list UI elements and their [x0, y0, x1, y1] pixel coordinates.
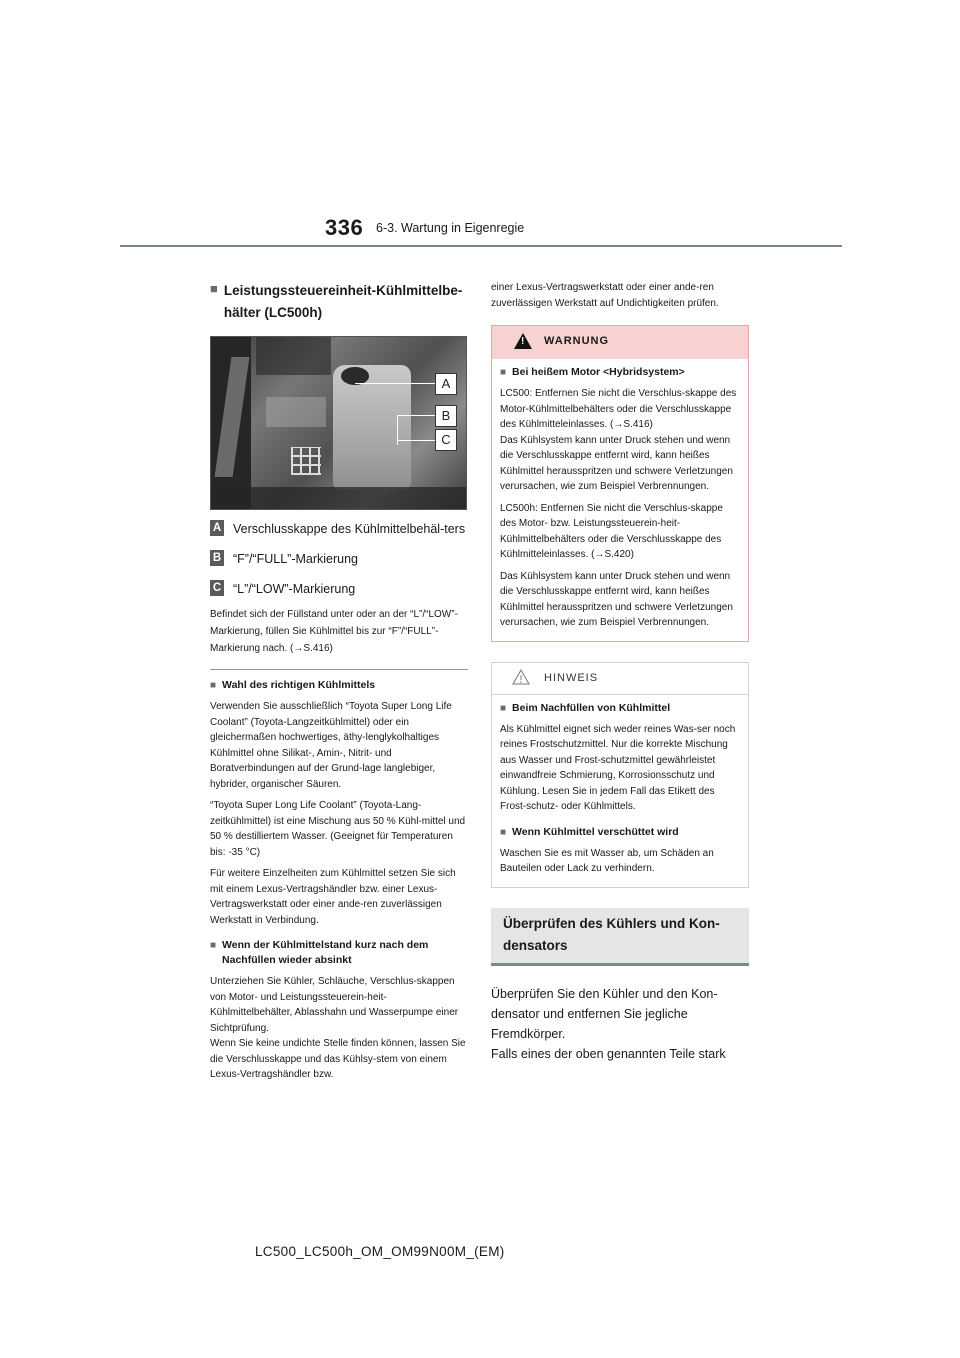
right-column	[491, 280, 749, 1064]
label-text-a: Verschlusskappe des Kühlmittelbehäl-ters	[233, 522, 466, 536]
square-bullet-icon: ■	[500, 367, 507, 378]
notice-title: HINWEIS	[544, 671, 599, 684]
fill-level-note: Befindet sich der Füllstand unter oder an der “L”/“LOW”-Markierung, füllen Sie Kühlmittel bis zur “F”/“FULL”-Markierung nach. (→S.416)	[210, 609, 458, 654]
paragraph: Das Kühlsystem kann unter Druck stehen und wenn die Verschlusskappe entfernt wird, kann heißes Kühlmittel herausspritzen und schwere Verletzungen verursachen, wie zum Beispiel Verbrennungen.	[500, 570, 733, 628]
photo-dark-area	[256, 337, 331, 375]
paragraph: Unterziehen Sie Kühler, Schläuche, Verschlus-skappen von Motor- und Leistungssteuerein-heit-Kühlmittelbehälter, Ablasshahn und Wasserpumpe einer Sichtprüfung.	[210, 976, 459, 1034]
sub-heading-level-drop	[210, 938, 468, 968]
section-title: 6-3. Wartung in Eigenregie	[376, 221, 525, 235]
notice-header	[492, 663, 748, 695]
page-number: 336	[325, 215, 364, 240]
warning-body	[492, 359, 748, 641]
warning-subheading	[500, 365, 740, 380]
square-bullet-icon: ■	[210, 281, 218, 296]
label-text-c: “L”/“LOW”-Markierung	[233, 582, 356, 596]
label-b	[210, 548, 468, 570]
label-key-c: C	[210, 580, 224, 596]
notice-subheading-text: Wenn Kühlmittel verschüttet wird	[512, 825, 679, 838]
paragraph: Als Kühlmittel eignet sich weder reines Was-ser noch reines Frostschutzmittel. Nur die korrekte Mischung aus Wasser und Frost-schutzmittel gewährleistet einwandfreie Schmierung, Korrosionsschutz und Kühlung. Lesen Sie in jedem Fall das Etikett des Frost-schutz- oder Kühlmittels.	[500, 723, 736, 812]
document-code: LC500_LC500h_OM_OM99N00M_(EM)	[255, 1244, 505, 1259]
callout-c: C	[435, 429, 457, 451]
paragraph: Verwenden Sie ausschließlich “Toyota Super Long Life Coolant” (Toyota-Langzeitkühlmittel) oder ein gleichermaßen hochwertiges, äthy-lenglykolhaltiges Kühlmittel ohne Silikat-, Amin-, Nitrit- und Boratverbindungen auf der Grund-lage langlebiger, hybrider, organischer Säuren.	[210, 701, 452, 790]
square-bullet-icon: ■	[210, 940, 217, 951]
callout-b: B	[435, 405, 457, 427]
photo-grille	[291, 447, 321, 475]
section-heading: Überprüfen des Kühlers und Kon-densators	[491, 908, 749, 966]
notice-box	[491, 662, 749, 888]
continuation-text: einer Lexus-Vertragswerkstatt oder einer ande-ren zuverlässigen Werkstatt auf Undichtigkeiten prüfen.	[491, 282, 719, 309]
paragraph: Das Kühlsystem kann unter Druck stehen und wenn die Verschlusskappe entfernt wird, kann heißes Kühlmittel herausspritzen und schwere Verletzungen verursachen, wie zum Beispiel Verbrennungen.	[500, 434, 733, 492]
paragraph: Wenn Sie keine undichte Stelle finden können, lassen Sie die Verschlusskappe und das Kühlsy-stem von einem Lexus-Vertragshändler bzw.	[210, 1038, 466, 1080]
main-heading	[210, 280, 468, 324]
notice-triangle-icon	[512, 669, 530, 685]
warning-subheading-text: Bei heißem Motor <Hybridsystem>	[512, 366, 685, 378]
warning-triangle-icon	[514, 333, 532, 349]
paragraph: LC500: Entfernen Sie nicht die Verschlus-skappe des Motor-Kühlmittelbehälters oder die Verschlusskappe des Kühlmitteleinlasses. (→S.416)	[500, 388, 737, 430]
paragraph: Überprüfen Sie den Kühler und den Kon-densator und entfernen Sie jegliche Fremdkörper.	[491, 986, 718, 1041]
notice-subheading	[500, 701, 740, 716]
square-bullet-icon: ■	[500, 702, 507, 714]
paragraph: Für weitere Einzelheiten zum Kühlmittel setzen Sie sich mit einem Lexus-Vertragshändler bzw. einer Lexus-Vertragswerkstatt oder einer ande-ren zuverlässigen Werkstatt in Verbindung.	[210, 868, 456, 926]
callout-a: A	[435, 373, 457, 395]
square-bullet-icon: ■	[500, 826, 507, 838]
notice-subheading-text: Beim Nachfüllen von Kühlmittel	[512, 701, 671, 714]
warning-title: WARNUNG	[544, 335, 610, 347]
sub-heading-coolant-choice	[210, 678, 468, 693]
sub-heading-text: Wahl des richtigen Kühlmittels	[222, 679, 376, 691]
notice-body	[492, 695, 748, 887]
paragraph: “Toyota Super Long Life Coolant” (Toyota-Lang-zeitkühlmittel) ist eine Mischung aus 50 % Kühl-mittel und 50 % destilliertem Wasser. (Geeignet für Temperaturen bis: -35 °C)	[210, 800, 466, 858]
header-divider	[120, 245, 842, 247]
notice-subheading	[500, 825, 740, 840]
callout-leader-b	[397, 415, 435, 416]
label-a	[210, 518, 468, 540]
warning-box	[491, 325, 749, 642]
label-key-b: B	[210, 550, 224, 566]
paragraph: Falls eines der oben genannten Teile stark	[491, 1046, 726, 1061]
photo-bracket	[266, 397, 326, 427]
left-column	[210, 280, 468, 1083]
section-divider	[210, 669, 468, 670]
heading-text: Leistungssteuereinheit-Kühlmittelbe-hälter (LC500h)	[223, 283, 463, 320]
paragraph: LC500h: Entfernen Sie nicht die Verschlus-skappe des Motor- bzw. Leistungssteuerein-heit-Kühlmittelbehälters oder die Verschlusskappe des Kühlmitteleinlasses. (→S.420)	[500, 502, 723, 560]
label-text-b: “F”/“FULL”-Markierung	[233, 552, 359, 566]
paragraph: Waschen Sie es mit Wasser ab, um Schäden an Bauteilen oder Lack zu verhindern.	[500, 847, 714, 874]
callout-leader-a	[355, 383, 435, 384]
callout-leader-c	[397, 440, 435, 441]
engine-bay-photo	[210, 336, 467, 510]
photo-floor	[211, 487, 466, 509]
label-c	[210, 578, 468, 600]
sub-heading-text: Wenn der Kühlmittelstand kurz nach dem Nachfüllen wieder absinkt	[222, 939, 429, 966]
warning-header	[492, 326, 748, 359]
square-bullet-icon: ■	[210, 680, 217, 691]
label-key-a: A	[210, 520, 224, 536]
